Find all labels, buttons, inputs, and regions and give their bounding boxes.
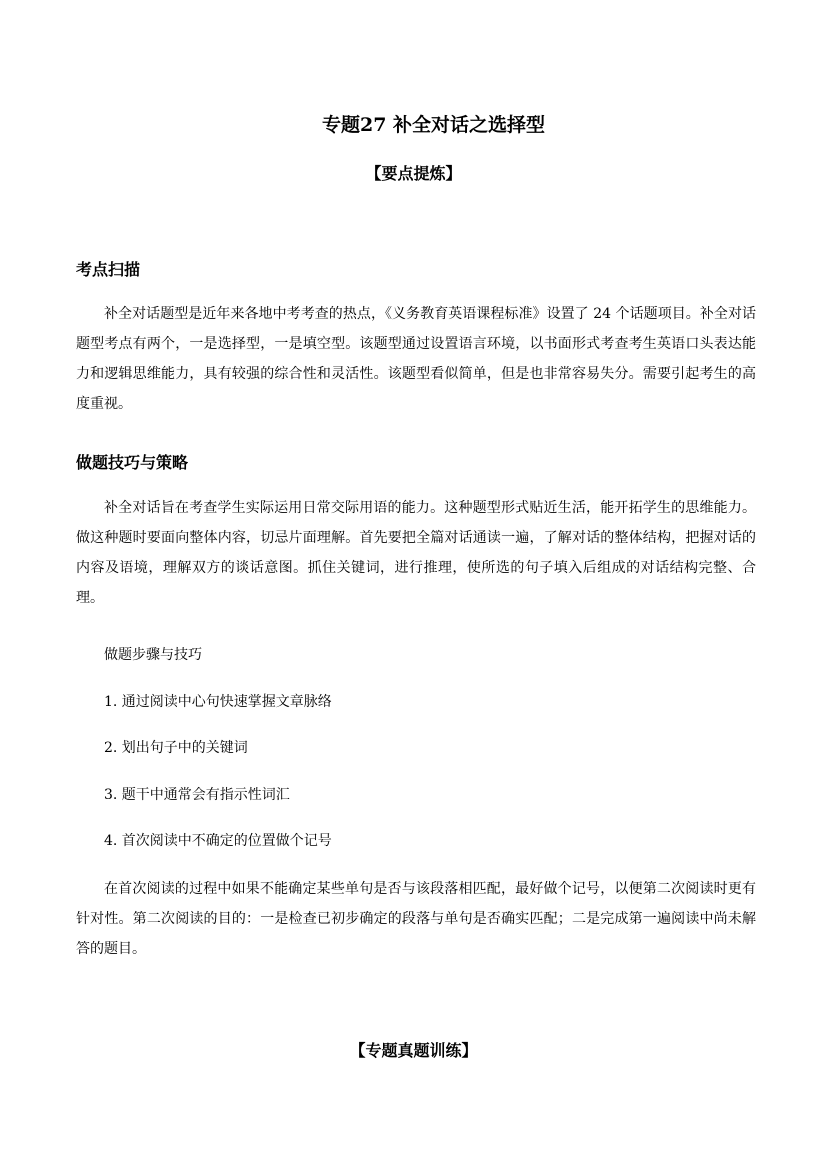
section-heading-exam-points: 考点扫描 [76, 260, 141, 279]
closing-paragraph: 在首次阅读的过程中如果不能确定某些单句是否与该段落相匹配，最好做个记号，以便第二次阅读时更有针对性。第二次阅读的目的：一是检查已初步确定的段落与单句是否确实匹配；二是完成第一遍阅读中尚未解答的题目。 [76, 881, 756, 957]
step-item-3: 3. 题干中通常会有指示性词汇 [104, 787, 290, 803]
key-points-heading: 【要点提炼】 [365, 164, 462, 183]
exam-points-paragraph: 补全对话题型是近年来各地中考考查的热点，《义务教育英语课程标准》设置了 24 个话题项目。补全对话题型考点有两个，一是选择型，一是填空型。该题型通过设置语言环境，以书面形式考查考生英语口头表达能力和逻辑思维能力，具有较强的综合性和灵活性。该题型看似简单，但是也非常容易失分。需要引起考生的高度重视。 [76, 306, 756, 412]
step-item-4: 4. 首次阅读中不确定的位置做个记号 [104, 833, 332, 849]
section-heading-strategy: 做题技巧与策略 [76, 453, 189, 472]
step-item-2: 2. 划出句子中的关键词 [104, 740, 248, 756]
step-item-1: 1. 通过阅读中心句快速掌握文章脉络 [104, 694, 332, 710]
document-title-text: 专题27 补全对话之选择型 [321, 114, 546, 136]
strategy-paragraph: 补全对话旨在考查学生实际运用日常交际用语的能力。这种题型形式贴近生活，能开拓学生的思维能力。做这种题时要面向整体内容，切忌片面理解。首先要把全篇对话通读一遍，了解对话的整体结构，把握对话的内容及语境，理解双方的谈话意图。抓住关键词，进行推理，使所选的句子填入后组成的对话结构完整、合理。 [76, 500, 756, 606]
document-title [0, 112, 827, 138]
practice-heading: 【专题真题训练】 [349, 1041, 478, 1060]
steps-title: 做题步骤与技巧 [104, 647, 202, 663]
